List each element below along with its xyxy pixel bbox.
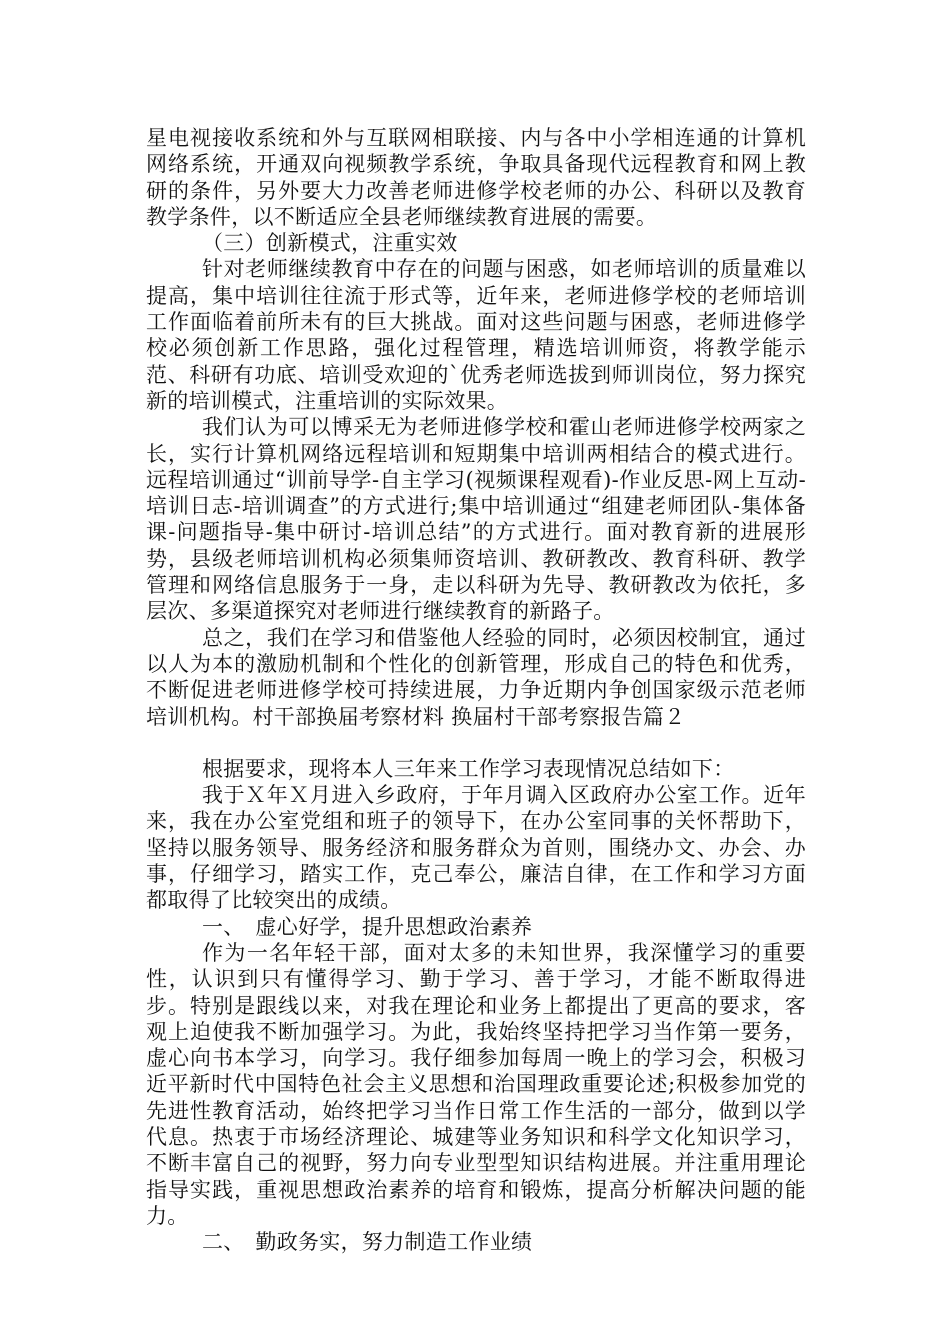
section-heading-innovation: （三）创新模式，注重实效 [202, 231, 458, 256]
paragraph-continued: 星电视接收系统和外与互联网相联接、内与各中小学相连通的计算机网络系统，开通双向视频教学系统，争取具备现代远程教育和网上教研的条件，另外要大力改善老师进修学校老师的办公、科研以及教育教学条件，以不断适应全县老师继续教育进展的需要。 [146, 126, 806, 229]
paragraph-summary: 总之，我们在学习和借鉴他人经验的同时，必须因校制宜，通过以人为本的激励机制和个性化的创新管理，形成自己的特色和优秀，不断促进老师进修学校可持续进展，力争近期内争创国家级示范老师培训机构。村干部换届考察材料 换届村干部考察报告篇２ [146, 625, 806, 729]
paragraph-training-model: 我们认为可以博采无为老师进修学校和霍山老师进修学校两家之长，实行计算机网络远程培训和短期集中培训两相结合的模式进行。远程培训通过“训前导学-自主学习(视频课程观看)-作业反思-网上互动-培训日志-培训调查”的方式进行;集中培训通过“组建老师团队-集体备课-问题指导-集中研讨-培训总结”的方式进行。面对教育新的进展形势，县级老师培训机构必须集师资培训、教研教改、教育科研、教学管理和网络信息服务于一身，走以科研为先导、教研教改为依托，多层次、多渠道探究对老师进行继续教育的新路子。 [146, 415, 806, 624]
paragraph-learning: 作为一名年轻干部，面对太多的未知世界，我深懂学习的重要性，认识到只有懂得学习、勤于学习、善于学习，才能不断取得进步。特别是跟线以来，对我在理论和业务上都提出了更高的要求，客观上迫使我不断加强学习。为此，我始终坚持把学习当作第一要务，虚心向书本学习，向学习。我仔细参加每周一晚上的学习会，积极习近平新时代中国特色社会主义思想和治国理政重要论述;积极参加党的先进性教育活动，始终把学习当作日常工作生活的一部分，做到以学代息。热衷于市场经济理论、城建等业务知识和科学文化知识学习，不断丰富自己的视野，努力向专业型型知识结构进展。并注重用理论指导实践，重视思想政治素养的培育和锻炼，提高分析解决问题的能力。 [146, 940, 806, 1228]
paragraph-background: 我于Ｘ年Ｘ月进入乡政府，于年月调入区政府办公室工作。近年来，我在办公室党组和班子的领导下，在办公室同事的关怀帮助下，坚持以服务领导、服务经济和服务群众为首则，围绕办文、办会、办事，仔细学习，踏实工作，克己奉公，廉洁自律，在工作和学习方面都取得了比较突出的成绩。 [146, 783, 806, 913]
paragraph-problems: 针对老师继续教育中存在的问题与困惑，如老师培训的质量难以提高，集中培训往往流于形式等，近年来，老师进修学校的老师培训工作面临着前所未有的巨大挑战。面对这些问题与困惑，老师进修学校必须创新工作思路，强化过程管理，精选培训师资，将教学能示范、科研有功底、培训受欢迎的`优秀老师选拔到师训岗位，努力探究新的培训模式，注重培训的实际效果。 [146, 257, 806, 413]
section-heading-work: 二、 勤政务实，努力制造工作业绩 [202, 1230, 533, 1255]
paragraph-intro-report: 根据要求，现将本人三年来工作学习表现情况总结如下： [202, 756, 735, 781]
document-body [146, 125, 806, 1255]
section-heading-learning: 一、 虚心好学，提升思想政治素养 [202, 914, 533, 939]
